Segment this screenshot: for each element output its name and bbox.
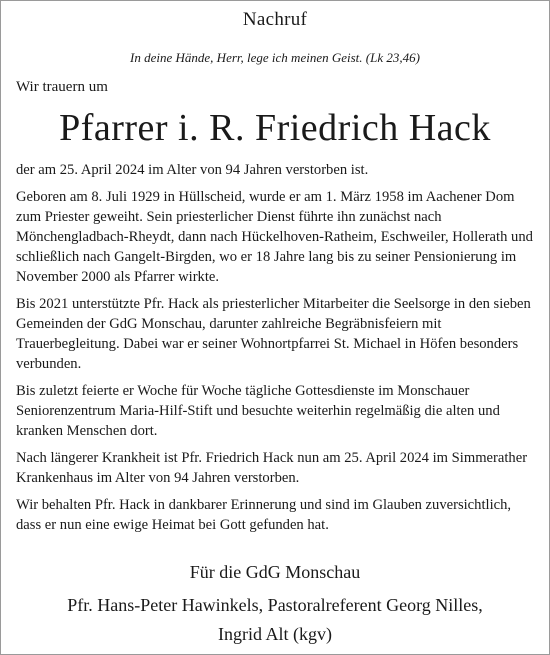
notice-heading: Nachruf	[242, 9, 308, 30]
paragraph-death-date: der am 25. April 2024 im Alter von 94 Jahren verstorben ist.	[16, 162, 369, 178]
signature-names-line-2: Ingrid Alt (kgv)	[218, 624, 332, 644]
paragraph-passing: Nach längerer Krankheit ist Pfr. Friedrich Hack nun am 25. April 2024 im Simmerather Krankenhaus im Alter von 94 Jahren verstorben.	[16, 450, 528, 486]
obituary-body	[16, 160, 536, 542]
bible-quote: In deine Hände, Herr, lege ich meinen Geist. (Lk 23,46)	[130, 50, 420, 65]
paragraph-biography: Geboren am 8. Juli 1929 in Hüllscheid, wurde er am 1. März 1958 im Aachener Dom zum Priester geweiht. Sein priesterlicher Dienst führte ihn zunächst nach Mönchengladbach-Rheydt, dann nach Hückelhoven-Ratheim, Eschweiler, Hollerath und schließlich nach Gangelt-Birgden, wo er 18 Jahre lang bis zu seiner Pensionierung im November 2000 als Pfarrer wirkte.	[16, 189, 533, 285]
paragraph-service-monschau: Bis 2021 unterstützte Pfr. Hack als priesterlicher Mitarbeiter die Seelsorge in den sieben Gemeinden der GdG Monschau, darunter zahlreiche Begräbnisfeiern mit Trauerbegleitung. Dabei war er seiner Wohnortpfarrei St. Michael in Höfen besonders verbunden.	[16, 296, 531, 372]
intro-line: Wir trauern um	[16, 79, 108, 95]
signature-names	[0, 591, 550, 649]
signature-organization: Für die GdG Monschau	[189, 562, 361, 582]
signature-names-line-1: Pfr. Hans-Peter Hawinkels, Pastoralreferent Georg Nilles,	[67, 595, 483, 615]
deceased-name: Pfarrer i. R. Friedrich Hack	[59, 107, 491, 149]
paragraph-senior-center: Bis zuletzt feierte er Woche für Woche tägliche Gottesdienste im Monschauer Seniorenzentrum Maria-Hilf-Stift und besuchte weiterhin regelmäßig die alten und kranken Menschen dort.	[16, 383, 500, 439]
paragraph-remembrance: Wir behalten Pfr. Hack in dankbarer Erinnerung und sind im Glauben zuversichtlich, dass er nun eine ewige Heimat bei Gott gefunden hat.	[16, 497, 512, 533]
